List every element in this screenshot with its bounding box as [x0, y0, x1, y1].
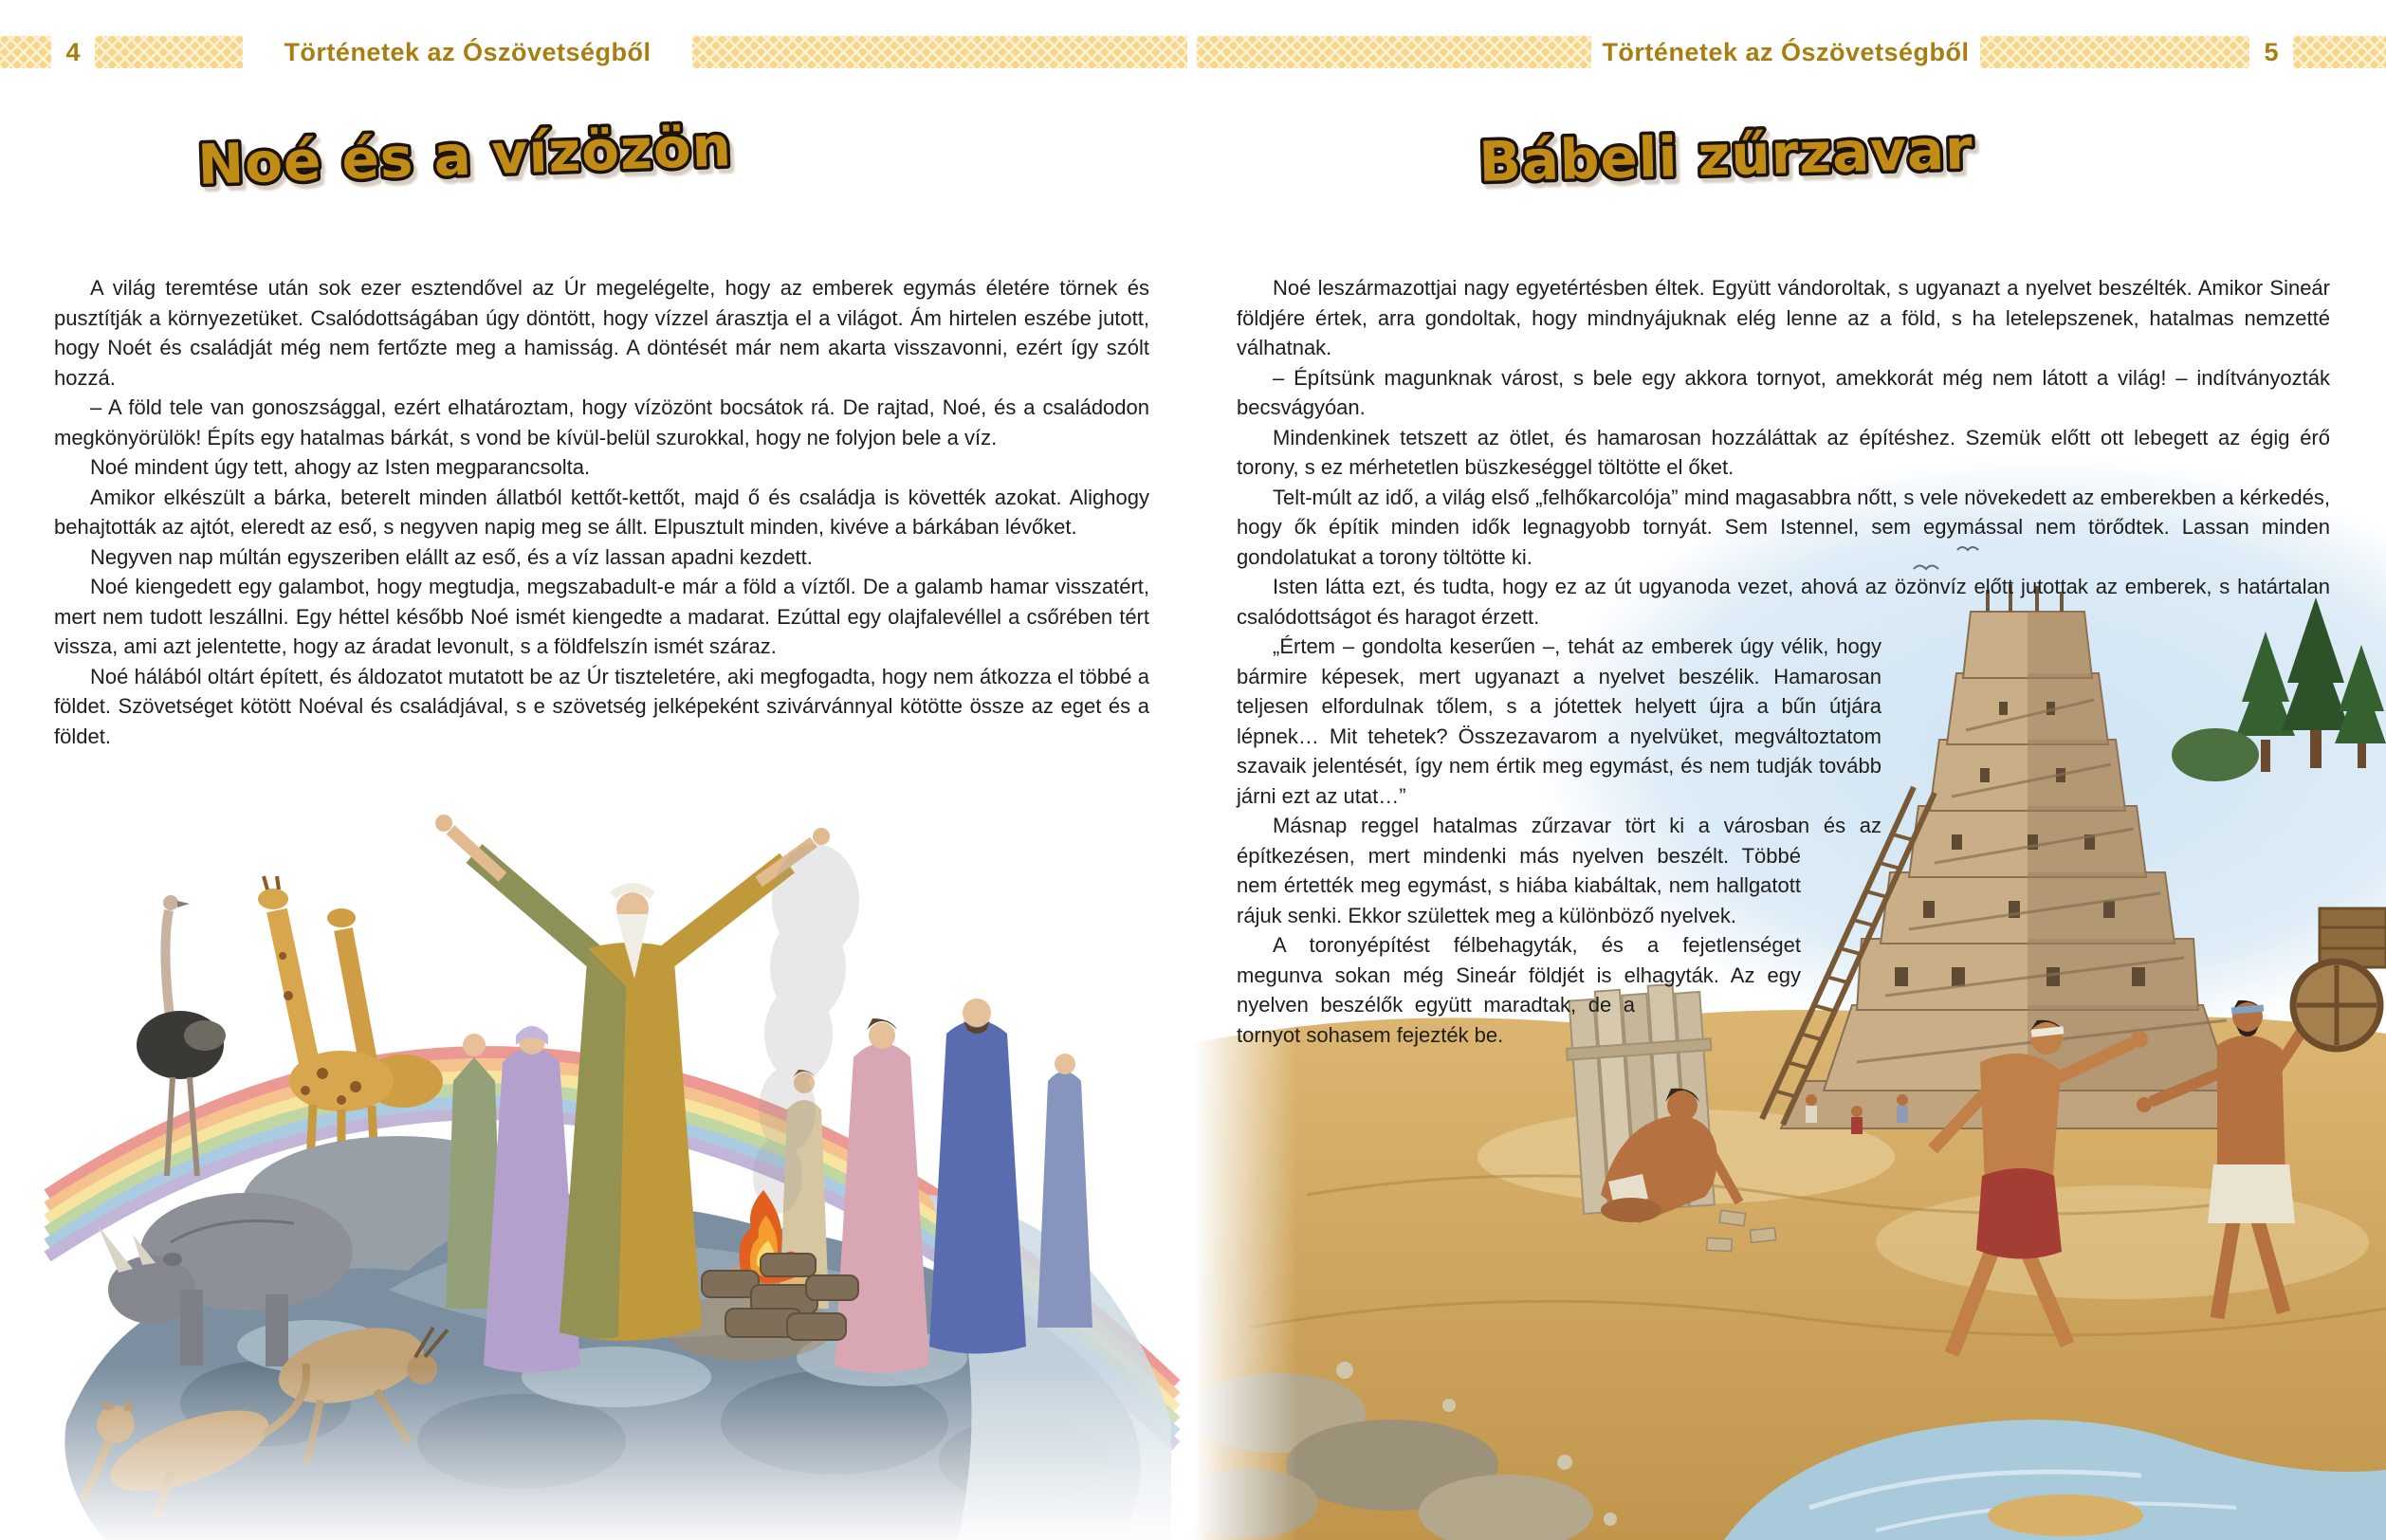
- header-pattern-strip: [1980, 36, 2249, 68]
- left-page-text: [54, 273, 1149, 751]
- text-wrap-spacer: [1801, 848, 2332, 998]
- text-wrap-spacer: [1550, 1088, 2332, 1486]
- header-pattern-strip: [2293, 36, 2386, 68]
- text-wrap-spacer: [1881, 638, 2332, 848]
- paragraph: Negyven nap múltán egyszeriben elállt az eső, és a víz lassan apadni kezdett.: [90, 544, 813, 569]
- paragraph: Telt-múlt az idő, a világ első „felhőkarcolója” mind magasabbra nőtt, s vele növekedett az emberekben a kérkedés, hogy ők építik minden idők legnagyobb tornyát. Sem Istennel, sem egymással nem törődtek. Lassan minden gondolatukat a torony töltötte ki.: [1237, 485, 2330, 569]
- paragraph: Isten látta ezt, és tudta, hogy ez az út ugyanoda vezet, ahová az özönvíz előtt jutottak az emberek, s határtalan csalódottságot és haragot érzett.: [1237, 575, 2330, 629]
- header-title-right: Történetek az Ószövetségből: [1602, 38, 1970, 66]
- svg-text:Bábeli zűrzavar: Bábeli zűrzavar: [1477, 117, 1974, 194]
- noah-flood-scene: [28, 797, 1190, 1540]
- paragraph: A világ teremtése után sok ezer esztendővel az Úr megelégelte, hogy az emberek egymás életére törnek és pusztítják a környezetüket. Csalódottságában úgy döntött, hogy vízzel árasztja el a világot. Ám hirtelen eszébe jutott, hogy Noét és családját még nem fertőzte meg a hamisság. A döntését már nem akarta visszavonni, ezért így szólt hozzá.: [54, 276, 1149, 390]
- paragraph: – A föld tele van gonoszsággal, ezért elhatároztam, hogy vízözönt bocsátok rá. De rajtad, Noé, és a családodon megkönyörülök! Építs egy hatalmas bárkát, s vond be kívül-belül szurokkal, hogy ne folyjon bele a víz.: [54, 395, 1149, 449]
- mist-fade: [28, 1366, 1190, 1540]
- paragraph: Noé hálából oltárt épített, és áldozatot mutatott be az Úr tiszteletére, aki megfogadta, hogy nem átkozza el többé a földet. Szövetséget kötött Noéval és családjával, s e szövetség jelképeként szivárvánnyal kötötte össze az eget és a földet.: [54, 664, 1149, 748]
- right-story-title: [1394, 95, 2058, 207]
- header-pattern-strip: [95, 36, 243, 68]
- paragraph: Noé kiengedett egy galambot, hogy megtudja, megszabadult-e már a föld a víztől. De a galamb hamar visszatért, mert nem tudott leszállni. Egy héttel később Noé ismét kiengedte a madarat. Ezúttal egy olajfalevéllel a csőrében tért vissza, ami azt jelentette, hogy az áradat levonult, s a földfelszín ismét száraz.: [54, 575, 1149, 658]
- left-story-title: [161, 95, 768, 207]
- header-pattern-strip: [0, 36, 51, 68]
- page-number-left: 4: [65, 38, 81, 66]
- paragraph: Noé mindent úgy tett, ahogy az Isten megparancsolta.: [90, 455, 591, 479]
- paragraph: „Értem – gondolta keserűen –, tehát az emberek úgy vélik, hogy bármire képesek, mert ugyanazt a nyelvet beszélik. Hamarosan teljesen elfordulnak tőlem, s a jótettek helyett újra a bűn útjára lépnek… Mit tehetek? Összezavarom a nyelvüket, megváltoztatom szavaik jelentését, így nem értik meg egymást, és nem tudják tovább járni ezt az utat…”: [1237, 634, 1881, 808]
- page-number-right: 5: [2264, 38, 2279, 66]
- header-pattern-strip: [692, 36, 1187, 68]
- paragraph: Másnap reggel hatalmas zűrzavar tört ki a városban és az építkezésen, mert mindenki más nyelven beszélt. Többé nem értették meg egymást, s hiába kiabáltak, nem hallgatott rájuk senki. Ekkor születtek meg a különböző nyelvek.: [1237, 814, 1881, 927]
- paragraph: Mindenkinek tetszett az ötlet, és hamarosan hozzáláttak az építéshez. Szemük előtt ott lebegett az égig érő torony, s ez mérhetetlen büszkeséggel töltötte el őket.: [1237, 425, 2330, 479]
- header-pattern-strip: [1197, 36, 1591, 68]
- text-wrap-spacer: [1635, 998, 2332, 1088]
- paragraph: A toronyépítést félbehagyták, és a fejetlenséget megunva sokan még Sineár földjét is elhagyták. Az egy nyelven beszélők együtt maradtak, de a tornyot sohasem fejezték be.: [1237, 933, 1801, 1047]
- svg-text:Noé és a vízözön: Noé és a vízözön: [196, 114, 733, 197]
- right-page-text: [1237, 273, 2332, 1486]
- header-title-left: Történetek az Ószövetségből: [284, 38, 652, 66]
- paragraph: Amikor elkészült a bárka, beterelt minden állatból kettőt-kettőt, majd ő és családja is követték azokat. Alighogy behajtották az ajtót, eleredt az eső, s negyven napig meg se állt. Elpusztult minden, kivéve a bárkában lévőket.: [54, 485, 1149, 539]
- paragraph: – Építsünk magunknak várost, s bele egy akkora tornyot, amekkorát még nem látott a világ! – indítványozták becsvágyóan.: [1237, 365, 2330, 419]
- paragraph: Noé leszármazottjai nagy egyetértésben éltek. Együtt vándoroltak, s ugyanazt a nyelvet beszélték. Amikor Sineár földjére értek, arra gondoltak, hogy mindnyájuknak elég lenne az a föld, s ha letelepszenek, hatalmas nemzetté válhatnak.: [1237, 276, 2330, 359]
- text-wrap-spacer: [2330, 273, 2332, 638]
